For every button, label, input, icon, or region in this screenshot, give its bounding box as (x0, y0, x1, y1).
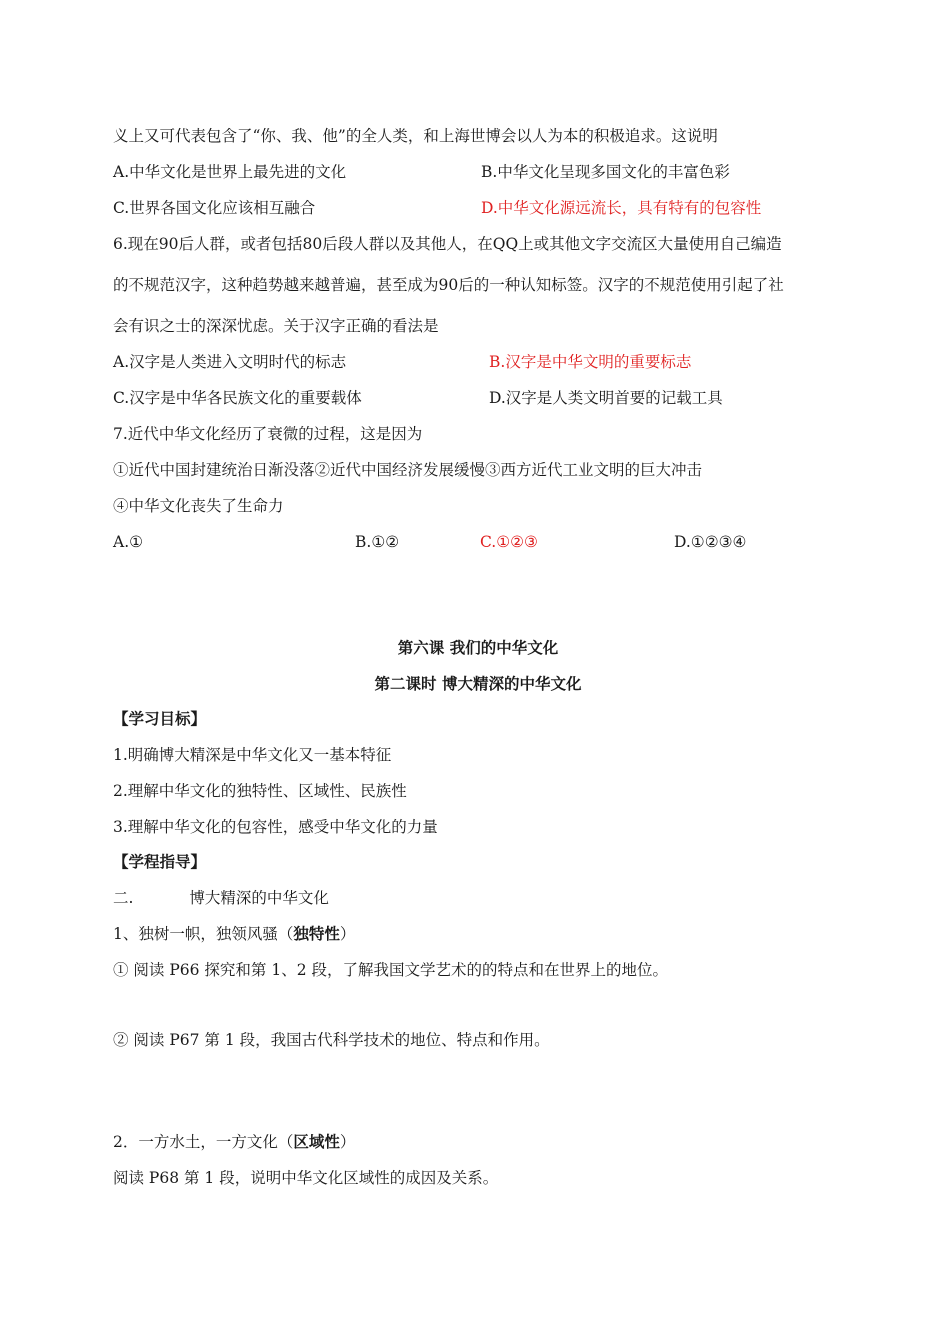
goal-item-2: 2.理解中华文化的独特性、区域性、民族性 (113, 782, 407, 800)
q6-option-c: C.汉字是中华各民族文化的重要载体 (113, 389, 362, 407)
q5-stem-tail: 义上又可代表包含了“你、我、他”的全人类，和上海世博会以人为本的积极追求。这说明 (113, 127, 718, 145)
q6-option-d: D.汉字是人类文明首要的记载工具 (489, 389, 723, 407)
goal-item-1: 1.明确博大精深是中华文化又一基本特征 (113, 746, 392, 764)
guide-part2-heading: 2．一方水土，一方文化（区域性） (113, 1133, 356, 1151)
q6-stem-line1: 6.现在90后人群，或者包括80后段人群以及其他人，在QQ上或其他文字交流区大量使用自己编造 (113, 235, 782, 253)
q7-option-d: D.①②③④ (674, 533, 747, 551)
q6-option-a: A.汉字是人类进入文明时代的标志 (113, 353, 347, 371)
q5-option-b: B.中华文化呈现多国文化的丰富色彩 (481, 163, 730, 181)
q5-option-a: A.中华文化是世界上最先进的文化 (113, 163, 347, 181)
guide-part1-task2: ② 阅读 P67 第 1 段，我国古代科学技术的地位、特点和作用。 (113, 1031, 550, 1049)
q6-stem-line2: 的不规范汉字，这种趋势越来越普遍，甚至成为90后的一种认知标签。汉字的不规范使用引起了社 (113, 276, 784, 294)
q7-stem: 7.近代中华文化经历了衰微的过程，这是因为 (113, 425, 423, 443)
goal-item-3: 3.理解中华文化的包容性，感受中华文化的力量 (113, 818, 438, 836)
q7-option-c-answer: C.①②③ (480, 533, 538, 551)
guide-heading: 【学程指导】 (113, 853, 207, 871)
guide-section-number: 二. (113, 889, 134, 907)
q7-items-line2: ④中华文化丧失了生命力 (113, 497, 284, 515)
q6-stem-line3: 会有识之士的深深忧虑。关于汉字正确的看法是 (113, 317, 439, 335)
guide-section (113, 888, 329, 908)
guide-part1-task1: ① 阅读 P66 探究和第 1、2 段，了解我国文学艺术的的特点和在世界上的地位。 (113, 961, 669, 979)
guide-part1-keyword: 独特性 (293, 925, 340, 943)
guide-part2-task: 阅读 P68 第 1 段，说明中华文化区域性的成因及关系。 (113, 1169, 499, 1187)
guide-section-title: 博大精深的中华文化 (189, 889, 329, 907)
q5-option-c: C.世界各国文化应该相互融合 (113, 199, 316, 217)
q7-items-line1: ①近代中国封建统治日渐没落②近代中国经济发展缓慢③西方近代工业文明的巨大冲击 (113, 461, 703, 479)
lesson-title: 第六课 我们的中华文化 (397, 639, 559, 657)
q5-option-d-answer: D.中华文化源远流长，具有特有的包容性 (481, 199, 762, 217)
guide-part1-heading: 1、独树一帜，独领风骚（独特性） (113, 925, 356, 943)
document-page (113, 0, 843, 1344)
q7-option-b: B.①② (355, 533, 400, 551)
q7-option-a: A.① (113, 533, 144, 551)
guide-part2-keyword: 区域性 (293, 1133, 340, 1151)
lesson-subtitle: 第二课时 博大精深的中华文化 (374, 675, 582, 693)
q6-option-b-answer: B.汉字是中华文明的重要标志 (489, 353, 692, 371)
goals-heading: 【学习目标】 (113, 710, 207, 728)
